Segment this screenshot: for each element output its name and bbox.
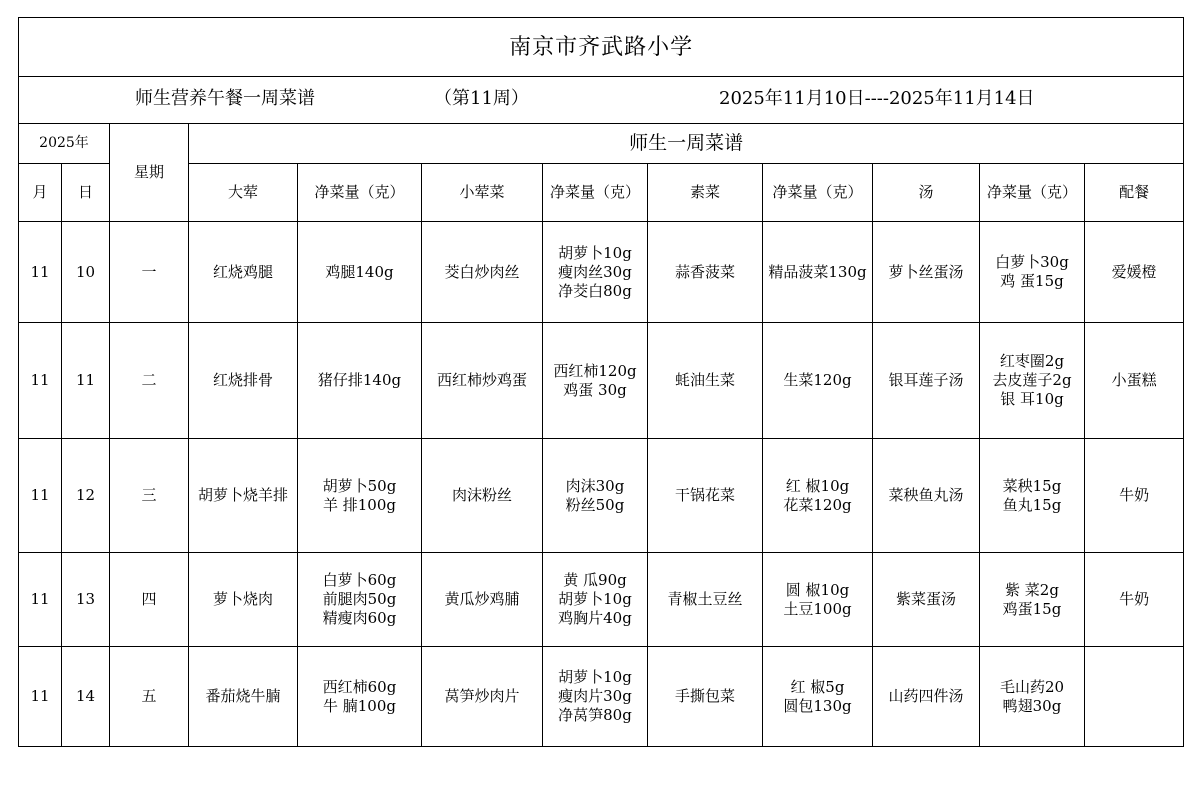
- cell-veg: 干锅花菜: [648, 439, 763, 553]
- qty-line: 胡萝卜10g: [558, 668, 632, 686]
- qty-line: 鸡蛋15g: [1002, 599, 1062, 618]
- cell-extra: 牛奶: [1085, 439, 1184, 553]
- section-title: 师生一周菜谱: [189, 124, 1184, 164]
- qty-line: 圆包130g: [783, 696, 852, 715]
- cell-extra: 爱媛橙: [1085, 222, 1184, 323]
- cell-month: 11: [19, 323, 62, 439]
- qty-line: 精瘦肉60g: [322, 609, 397, 627]
- year-label: 2025年: [19, 124, 110, 164]
- cell-extra: 牛奶: [1085, 553, 1184, 647]
- qty-line: 肉沫30g: [565, 476, 625, 495]
- cell-veg: 蚝油生菜: [648, 323, 763, 439]
- qty-line: 黄 瓜90g: [563, 571, 627, 589]
- cell-side-meat-qty: [543, 553, 648, 647]
- cell-month: 11: [19, 647, 62, 747]
- qty-line: 红枣圈2g: [999, 352, 1065, 370]
- qty-line: 净茭白80g: [558, 281, 632, 300]
- cell-day: 11: [62, 323, 110, 439]
- qty-line: 去皮莲子2g: [992, 371, 1072, 389]
- cell-main-meat: 红烧鸡腿: [189, 222, 298, 323]
- qty-line: 菜秧15g: [1002, 476, 1062, 495]
- cell-main-meat: 胡萝卜烧羊排: [189, 439, 298, 553]
- cell-side-meat: 西红柿炒鸡蛋: [422, 323, 543, 439]
- column-header-side-meat-qty: 净菜量（克）: [543, 164, 648, 222]
- column-header-main-meat: 大荤: [189, 164, 298, 222]
- table-row: [19, 647, 1184, 747]
- cell-soup-qty: [980, 323, 1085, 439]
- cell-weekday: 四: [110, 553, 189, 647]
- cell-veg: 蒜香菠菜: [648, 222, 763, 323]
- cell-veg: 青椒土豆丝: [648, 553, 763, 647]
- qty-line: 鸭翅30g: [1002, 696, 1062, 715]
- column-header-extra: 配餐: [1085, 164, 1184, 222]
- column-header-day: 日: [62, 164, 110, 222]
- qty-line: 净莴笋80g: [558, 706, 632, 724]
- qty-line: 生菜120g: [783, 371, 852, 389]
- cell-side-meat-qty: [543, 323, 648, 439]
- qty-line: 粉丝50g: [565, 495, 625, 514]
- cell-month: 11: [19, 222, 62, 323]
- cell-side-meat: 茭白炒肉丝: [422, 222, 543, 323]
- table-row: [19, 323, 1184, 439]
- cell-veg-qty: [763, 222, 873, 323]
- qty-line: 牛 腩100g: [322, 696, 396, 715]
- cell-month: 11: [19, 439, 62, 553]
- cell-month: 11: [19, 553, 62, 647]
- cell-veg-qty: [763, 553, 873, 647]
- column-header-veg: 素菜: [648, 164, 763, 222]
- cell-soup-qty: [980, 439, 1085, 553]
- cell-main-meat-qty: [298, 553, 422, 647]
- cell-main-meat: 番茄烧牛腩: [189, 647, 298, 747]
- qty-line: 鸡腿140g: [325, 262, 394, 281]
- qty-line: 花菜120g: [783, 495, 852, 514]
- cell-soup: 紫菜蛋汤: [873, 553, 980, 647]
- qty-line: 羊 排100g: [322, 495, 396, 514]
- table-row: [19, 222, 1184, 323]
- cell-main-meat-qty: [298, 439, 422, 553]
- cell-side-meat: 莴笋炒肉片: [422, 647, 543, 747]
- weekday-header: 星期: [110, 124, 189, 222]
- cell-side-meat: 肉沫粉丝: [422, 439, 543, 553]
- subtitle-bar: [19, 77, 1184, 124]
- qty-line: 胡萝卜50g: [322, 476, 397, 495]
- qty-line: 毛山药20: [999, 677, 1065, 696]
- cell-side-meat-qty: [543, 647, 648, 747]
- qty-line: 前腿肉50g: [322, 590, 397, 608]
- qty-line: 胡萝卜10g: [558, 243, 632, 262]
- cell-veg-qty: [763, 323, 873, 439]
- cell-weekday: 一: [110, 222, 189, 323]
- table-row: [19, 553, 1184, 647]
- cell-day: 14: [62, 647, 110, 747]
- cell-side-meat: 黄瓜炒鸡脯: [422, 553, 543, 647]
- school-name: 南京市齐武路小学: [19, 18, 1184, 77]
- cell-soup: 菜秧鱼丸汤: [873, 439, 980, 553]
- cell-veg-qty: [763, 439, 873, 553]
- qty-line: 红 椒5g: [790, 677, 845, 696]
- qty-line: 瘦肉丝30g: [558, 262, 632, 281]
- cell-soup-qty: [980, 222, 1085, 323]
- cell-main-meat: 萝卜烧肉: [189, 553, 298, 647]
- cell-extra: 小蛋糕: [1085, 323, 1184, 439]
- qty-line: 猪仔排140g: [317, 371, 402, 389]
- menu-subtitle: 师生营养午餐一周菜谱: [135, 88, 315, 109]
- qty-line: 白萝卜60g: [322, 571, 397, 589]
- qty-line: 红 椒10g: [785, 476, 850, 495]
- cell-soup: 萝卜丝蛋汤: [873, 222, 980, 323]
- qty-line: 土豆100g: [783, 599, 852, 618]
- cell-main-meat-qty: [298, 323, 422, 439]
- cell-day: 13: [62, 553, 110, 647]
- cell-veg-qty: [763, 647, 873, 747]
- qty-line: 精品菠菜130g: [768, 262, 867, 281]
- cell-main-meat: 红烧排骨: [189, 323, 298, 439]
- column-header-side-meat: 小荤菜: [422, 164, 543, 222]
- qty-line: 紫 菜2g: [1005, 580, 1059, 599]
- cell-soup-qty: [980, 553, 1085, 647]
- cell-soup-qty: [980, 647, 1085, 747]
- qty-line: 银 耳10g: [1000, 390, 1064, 408]
- qty-line: 西红柿120g: [553, 361, 637, 380]
- cell-veg: 手撕包菜: [648, 647, 763, 747]
- menu-table: [18, 17, 1184, 747]
- column-header-main-meat-qty: 净菜量（克）: [298, 164, 422, 222]
- cell-day: 12: [62, 439, 110, 553]
- cell-side-meat-qty: [543, 439, 648, 553]
- column-header-soup-qty: 净菜量（克）: [980, 164, 1085, 222]
- qty-line: 白萝卜30g: [995, 253, 1069, 271]
- cell-soup: 银耳莲子汤: [873, 323, 980, 439]
- cell-weekday: 三: [110, 439, 189, 553]
- cell-extra: [1085, 647, 1184, 747]
- column-header-month: 月: [19, 164, 62, 222]
- column-header-veg-qty: 净菜量（克）: [763, 164, 873, 222]
- qty-line: 鸡 蛋15g: [1000, 272, 1064, 290]
- qty-line: 鱼丸15g: [1002, 495, 1062, 514]
- date-range: 2025年11月10日----2025年11月14日: [719, 88, 1035, 109]
- cell-side-meat-qty: [543, 222, 648, 323]
- cell-day: 10: [62, 222, 110, 323]
- cell-main-meat-qty: [298, 647, 422, 747]
- qty-line: 圆 椒10g: [785, 580, 850, 599]
- qty-line: 鸡蛋 30g: [563, 380, 627, 399]
- qty-line: 瘦肉片30g: [558, 687, 632, 705]
- cell-weekday: 二: [110, 323, 189, 439]
- column-header-soup: 汤: [873, 164, 980, 222]
- cell-soup: 山药四件汤: [873, 647, 980, 747]
- qty-line: 胡萝卜10g: [558, 590, 632, 608]
- qty-line: 鸡胸片40g: [558, 609, 632, 627]
- table-row: [19, 439, 1184, 553]
- qty-line: 西红柿60g: [322, 677, 397, 696]
- week-label: （第11周）: [434, 88, 529, 109]
- cell-weekday: 五: [110, 647, 189, 747]
- cell-main-meat-qty: [298, 222, 422, 323]
